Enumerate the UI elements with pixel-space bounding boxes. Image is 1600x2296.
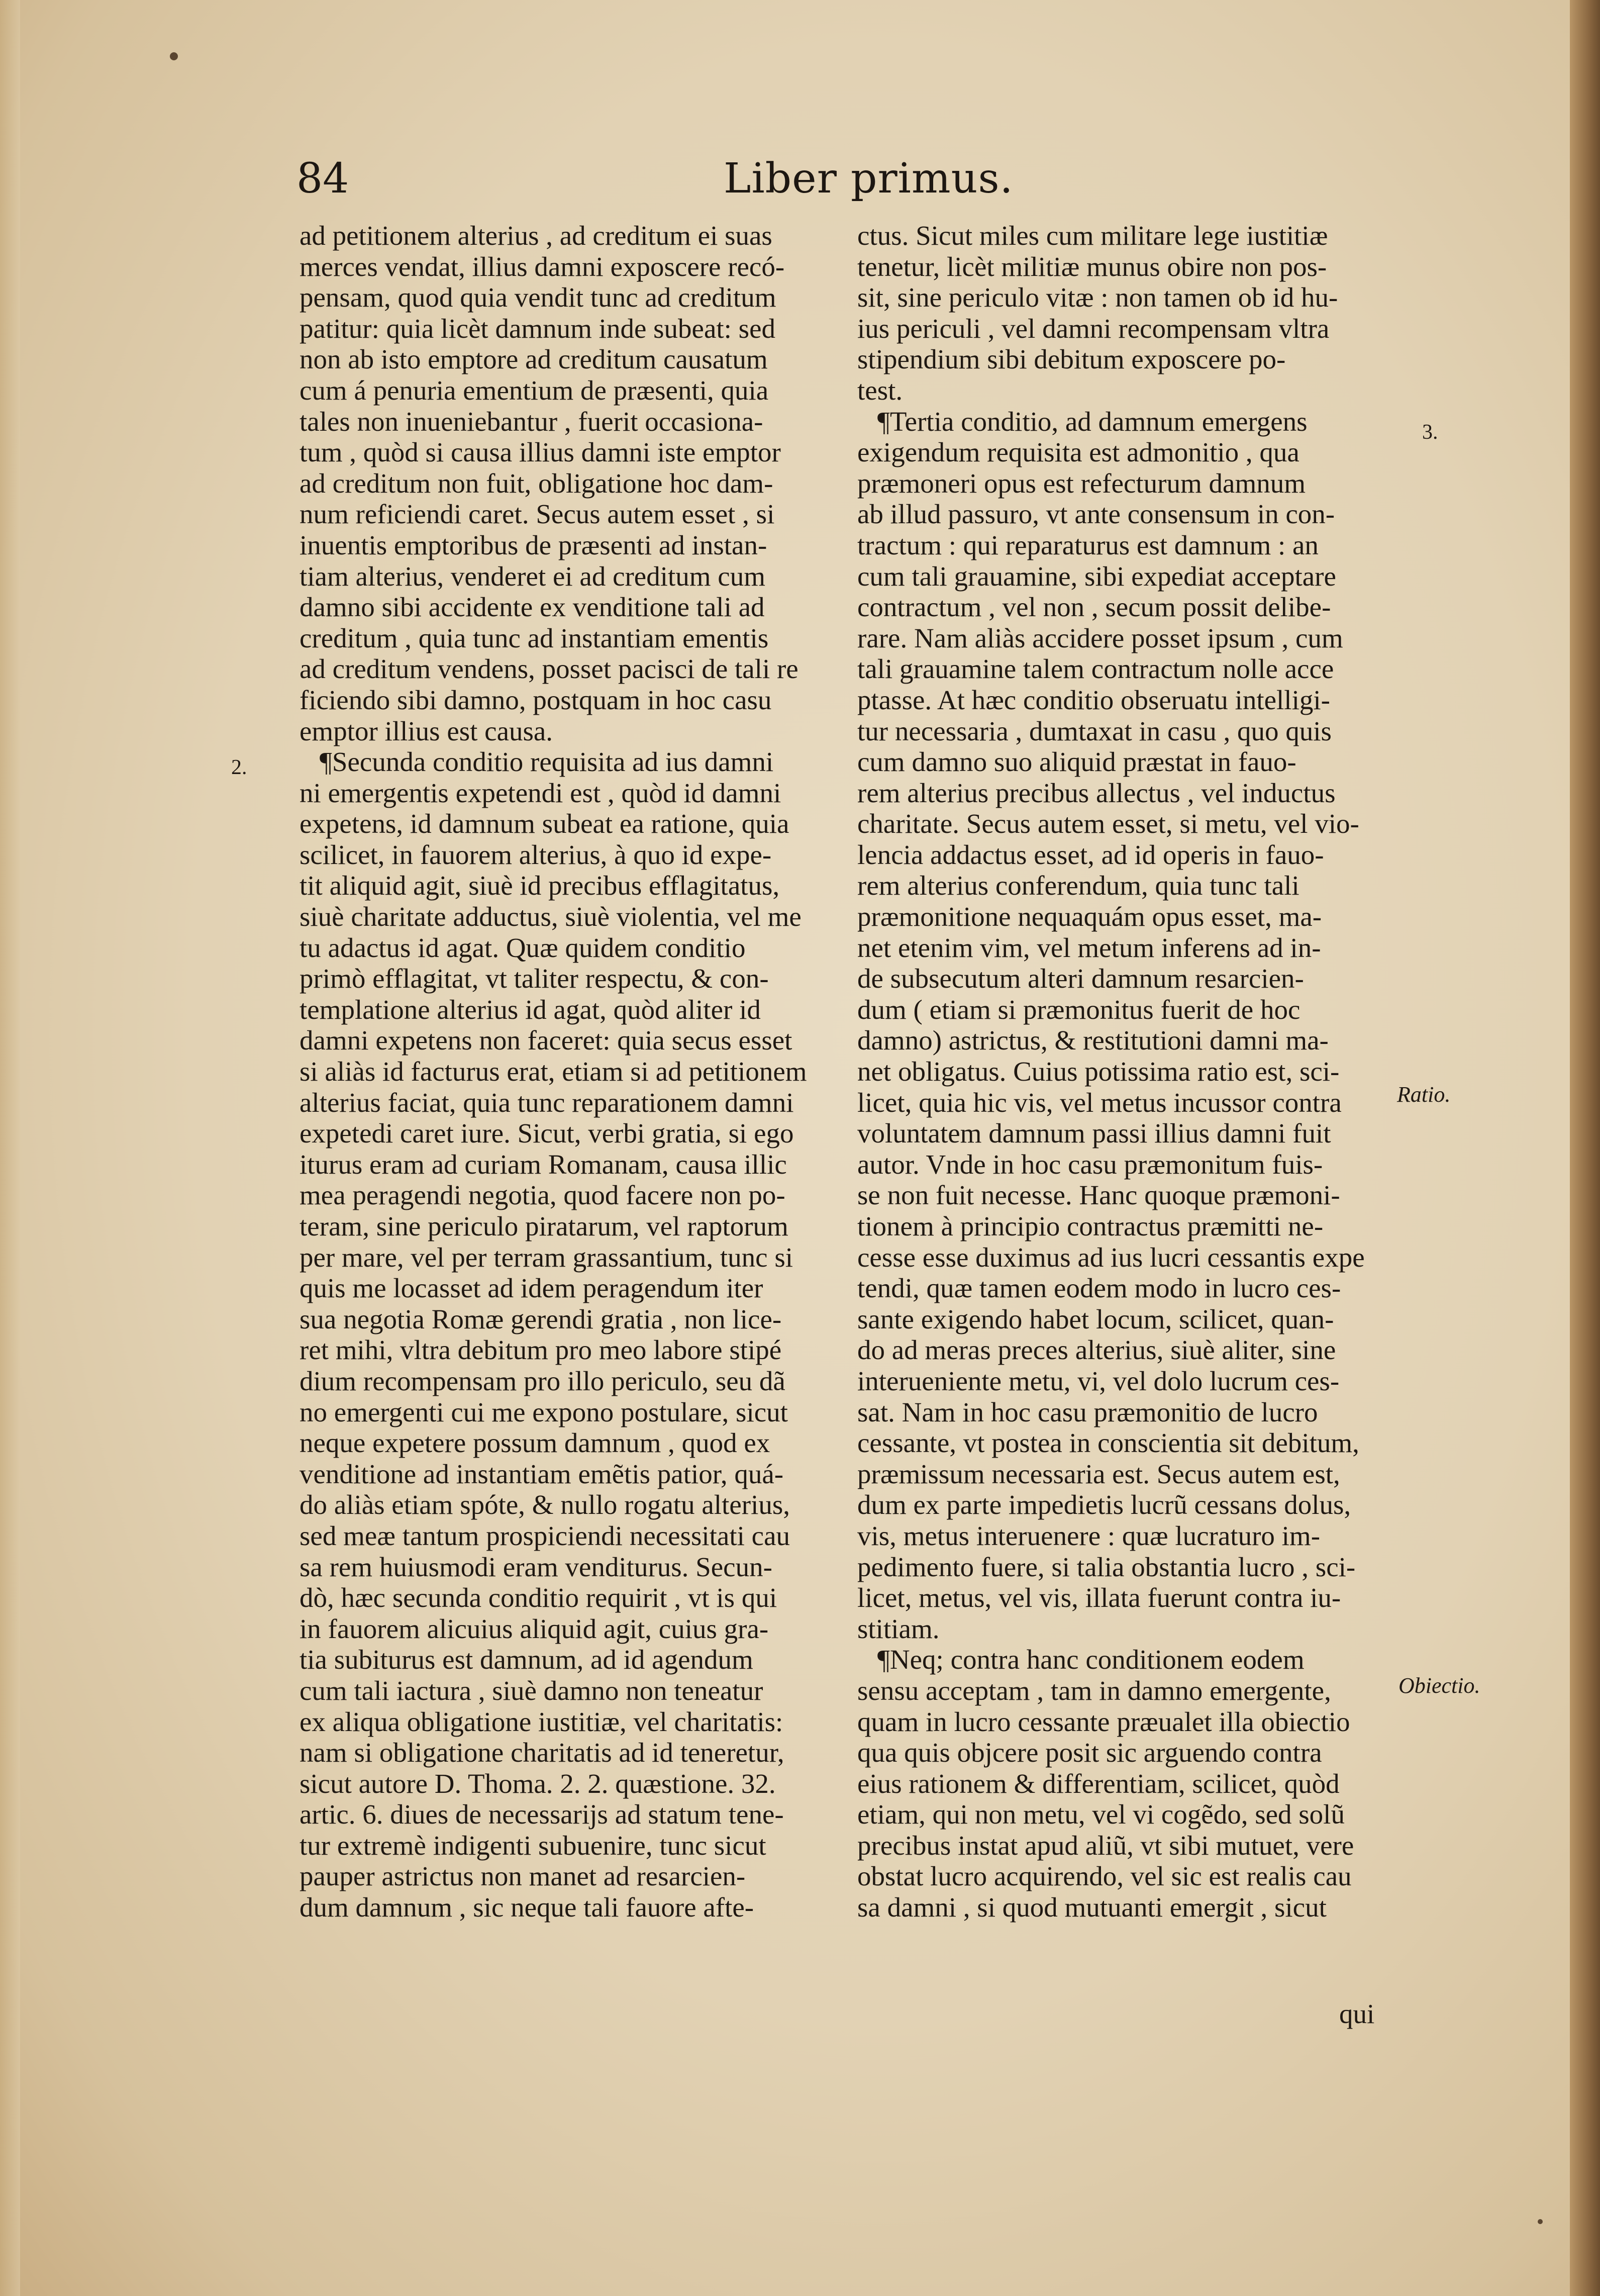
text-line: expetens, id damnum subeat ea ratione, quia — [299, 808, 789, 839]
text-line: primò efflagitat, vt taliter respectu, & con- — [299, 963, 769, 994]
text-line: autor. Vnde in hoc casu præmonitum fuis- — [857, 1149, 1323, 1180]
marginal-note-obiectio: Obiectio. — [1398, 1673, 1480, 1698]
ink-spot — [170, 52, 178, 60]
text-line: si aliàs id facturus erat, etiam si ad petitionem — [299, 1056, 807, 1087]
text-line: nam si obligatione charitatis ad id teneretur, — [299, 1737, 784, 1768]
marginal-number-3: 3. — [1422, 421, 1438, 444]
text-line: cum tali grauamine, sibi expediat acceptare — [857, 560, 1336, 592]
text-line: ab illud passuro, vt ante consensum in con- — [857, 499, 1335, 530]
text-line: no emergenti cui me expono postulare, sicut — [299, 1396, 788, 1427]
text-line: precibus instat apud aliũ, vt sibi mutuet, vere — [857, 1830, 1354, 1861]
text-line: dum ( etiam si præmonitus fuerit de hoc — [857, 994, 1301, 1025]
text-line: tia subiturus est damnum, ad id agendum — [299, 1644, 753, 1675]
text-line: tali grauamine talem contractum nolle acce — [857, 653, 1334, 685]
text-line: voluntatem damnum passi illius damni fuit — [857, 1118, 1331, 1149]
page-right-edge — [1570, 0, 1600, 2296]
text-line: patitur: quia licèt damnum inde subeat: sed — [299, 313, 775, 344]
text-line: num reficiendi caret. Secus autem esset , si — [299, 499, 775, 530]
text-line: etiam, qui non metu, vel vi cogẽdo, sed solũ — [857, 1799, 1345, 1830]
text-line: do aliàs etiam spóte, & nullo rogatu alterius, — [299, 1489, 790, 1520]
text-line: emptor illius est causa. — [299, 715, 553, 746]
text-line: ¶Tertia conditio, ad damnum emergens — [877, 406, 1308, 437]
text-line: sa rem huiusmodi eram venditurus. Secun- — [299, 1551, 772, 1582]
text-line: tur extremè indigenti subuenire, tunc sicut — [299, 1830, 766, 1861]
text-line: interueniente metu, vi, vel dolo lucrum ces- — [857, 1365, 1340, 1396]
text-line: charitate. Secus autem esset, si metu, vel vio- — [857, 808, 1359, 839]
text-line: damno) astrictus, & restitutioni damni ma- — [857, 1025, 1329, 1056]
text-line: cum tali iactura , siuè damno non teneatur — [299, 1675, 763, 1706]
text-line: sensu acceptam , tam in damno emergente, — [857, 1675, 1331, 1706]
text-line: stipendium sibi debitum exposcere po- — [857, 344, 1286, 375]
text-line: dum ex parte impedietis lucrũ cessans dolus, — [857, 1489, 1351, 1520]
marginal-note-ratio: Ratio. — [1397, 1082, 1451, 1107]
text-line: dium recompensam pro illo periculo, seu dã — [299, 1365, 785, 1396]
text-line: quam in lucro cessante præualet illa obiectio — [857, 1706, 1350, 1737]
text-line: sa damni , si quod mutuanti emergit , sicut — [857, 1892, 1327, 1923]
text-line: tendi, quæ tamen eodem modo in lucro ces- — [857, 1273, 1341, 1304]
text-line: damno sibi accidente ex venditione tali ad — [299, 592, 765, 623]
text-line: pauper astrictus non manet ad resarcien- — [299, 1861, 746, 1892]
text-line: tum , quòd si causa illius damni iste emptor — [299, 437, 781, 468]
text-line: per mare, vel per terram grassantium, tunc si — [299, 1241, 793, 1273]
text-line: stitiam. — [857, 1613, 940, 1644]
text-line: mea peragendi negotia, quod facere non po- — [299, 1180, 785, 1211]
text-line: tur necessaria , dumtaxat in casu , quo quis — [857, 715, 1332, 746]
text-line: rem alterius precibus allectus , vel inductus — [857, 777, 1336, 808]
text-line: sat. Nam in hoc casu præmonitio de lucro — [857, 1396, 1318, 1427]
text-line: dò, hæc secunda conditio requirit , vt is qui — [299, 1582, 777, 1613]
text-line: scilicet, in fauorem alterius, à quo id expe- — [299, 839, 772, 870]
text-line: ad creditum non fuit, obligatione hoc dam- — [299, 467, 773, 499]
text-line: teram, sine periculo piratarum, vel raptorum — [299, 1211, 788, 1241]
text-line: in fauorem alicuius aliquid agit, cuius gra- — [299, 1613, 769, 1644]
catchword: qui — [1339, 1998, 1375, 2029]
text-line: rem alterius conferendum, quia tunc tali — [857, 870, 1299, 901]
page-left-edge — [0, 0, 20, 2296]
text-line: cesse esse duximus ad ius lucri cessantis expe — [857, 1241, 1365, 1273]
text-line: quis me locasset ad idem peragendum iter — [299, 1273, 763, 1304]
text-line: obstat lucro acquirendo, vel sic est realis cau — [857, 1861, 1352, 1892]
text-line: do ad meras preces alterius, siuè aliter, sine — [857, 1334, 1336, 1366]
text-line: net obligatus. Cuius potissima ratio est, sci- — [857, 1056, 1340, 1087]
text-line: licet, metus, vel vis, illata fuerunt contra iu- — [857, 1582, 1341, 1613]
text-line: ¶Neq; contra hanc conditionem eodem — [877, 1644, 1305, 1675]
text-line: iturus eram ad curiam Romanam, causa illic — [299, 1149, 787, 1180]
marginal-number-2: 2. — [231, 756, 247, 779]
text-line: pedimento fuere, si talia obstantia lucro , sci- — [857, 1551, 1356, 1582]
text-line: inuentis emptoribus de præsenti ad instan- — [299, 529, 767, 560]
text-line: venditione ad instantiam emẽtis patior, quá- — [299, 1458, 784, 1489]
text-line: sit, sine periculo vitæ : non tamen ob id hu- — [857, 282, 1338, 313]
text-line: test. — [857, 374, 903, 406]
text-line: neque expetere possum damnum , quod ex — [299, 1427, 770, 1459]
right-text-column — [857, 220, 1400, 1923]
text-line: lencia addactus esset, ad id operis in fauo- — [857, 839, 1324, 870]
text-line: ni emergentis expetendi est , quòd id damni — [299, 777, 781, 808]
text-line: qua quis objcere posit sic arguendo contra — [857, 1737, 1322, 1768]
text-line: tu adactus id agat. Quæ quidem conditio — [299, 932, 746, 963]
page-number: 84 — [296, 155, 349, 203]
text-line: expetedi caret iure. Sicut, verbi gratia, si ego — [299, 1118, 794, 1149]
text-line: de subsecutum alteri damnum resarcien- — [857, 963, 1304, 994]
text-line: ¶Secunda conditio requisita ad ius damni — [320, 746, 774, 778]
text-line: ficiendo sibi damno, postquam in hoc casu — [299, 684, 772, 715]
text-line: ret mihi, vltra debitum pro meo labore stipé — [299, 1334, 782, 1366]
text-line: sua negotia Romæ gerendi gratia , non lice- — [299, 1303, 782, 1334]
text-line: rare. Nam aliàs accidere posset ipsum , cum — [857, 622, 1343, 653]
text-line: ius periculi , vel damni recompensam vltra — [857, 313, 1330, 344]
text-line: cum damno suo aliquid præstat in fauo- — [857, 746, 1296, 778]
text-line: se non fuit necesse. Hanc quoque præmoni- — [857, 1180, 1340, 1211]
text-line: sante exigendo habet locum, scilicet, quan- — [857, 1303, 1334, 1334]
text-line: alterius faciat, quia tunc reparationem damni — [299, 1087, 794, 1118]
text-line: ctus. Sicut miles cum militare lege iustitiæ — [857, 220, 1328, 251]
text-line: tit aliquid agit, siuè id precibus efflagitatus, — [299, 870, 780, 901]
running-head: Liber primus. — [724, 155, 1014, 203]
text-line: vis, metus interuenere : quæ lucraturo im- — [857, 1520, 1321, 1551]
text-line: præmoneri opus est refecturum damnum — [857, 467, 1306, 499]
text-line: contractum , vel non , secum possit delibe- — [857, 592, 1331, 623]
text-line: artic. 6. diues de necessarijs ad statum tene- — [299, 1799, 784, 1830]
text-line: ad creditum vendens, posset pacisci de tali re — [299, 653, 798, 685]
text-line: non ab isto emptore ad creditum causatum — [299, 344, 768, 375]
text-line: ptasse. At hæc conditio obseruatu intelligi- — [857, 684, 1330, 715]
text-line: sicut autore D. Thoma. 2. 2. quæstione. 32. — [299, 1768, 776, 1799]
text-line: licet, quia hic vis, vel metus incussor contra — [857, 1087, 1342, 1118]
left-text-column — [299, 220, 827, 1923]
text-line: cum á penuria ementium de præsenti, quia — [299, 374, 769, 406]
text-line: net etenim vim, vel metum inferens ad in- — [857, 932, 1321, 963]
text-line: eius rationem & differentiam, scilicet, quòd — [857, 1768, 1340, 1799]
text-line: damni expetens non faceret: quia secus esset — [299, 1025, 792, 1056]
text-line: tionem à principio contractus præmitti ne- — [857, 1211, 1324, 1241]
text-line: templatione alterius id agat, quòd aliter id — [299, 994, 761, 1025]
text-line: tiam alterius, venderet ei ad creditum cum — [299, 560, 765, 592]
text-line: dum damnum , sic neque tali fauore afte- — [299, 1892, 754, 1923]
text-line: merces vendat, illius damni exposcere recó- — [299, 251, 785, 282]
text-line: ad petitionem alterius , ad creditum ei suas — [299, 220, 772, 251]
ink-spot — [1538, 2219, 1543, 2224]
text-line: exigendum requisita est admonitio , qua — [857, 437, 1299, 468]
text-line: tractum : qui reparaturus est damnum : an — [857, 529, 1319, 560]
page-header — [296, 151, 1462, 211]
text-line: cessante, vt postea in conscientia sit debitum, — [857, 1427, 1359, 1459]
text-line: siuè charitate adductus, siuè violentia, vel me — [299, 901, 802, 932]
text-line: tenetur, licèt militiæ munus obire non pos- — [857, 251, 1327, 282]
text-line: creditum , quia tunc ad instantiam ementis — [299, 622, 769, 653]
text-line: pensam, quod quia vendit tunc ad creditum — [299, 282, 776, 313]
text-line: sed meæ tantum prospiciendi necessitati cau — [299, 1520, 790, 1551]
text-line: præmonitione nequaquám opus esset, ma- — [857, 901, 1322, 932]
text-line: ex aliqua obligatione iustitiæ, vel charitatis: — [299, 1706, 783, 1737]
text-line: præmissum necessaria est. Secus autem est, — [857, 1458, 1340, 1489]
text-line: tales non inueniebantur , fuerit occasiona- — [299, 406, 763, 437]
